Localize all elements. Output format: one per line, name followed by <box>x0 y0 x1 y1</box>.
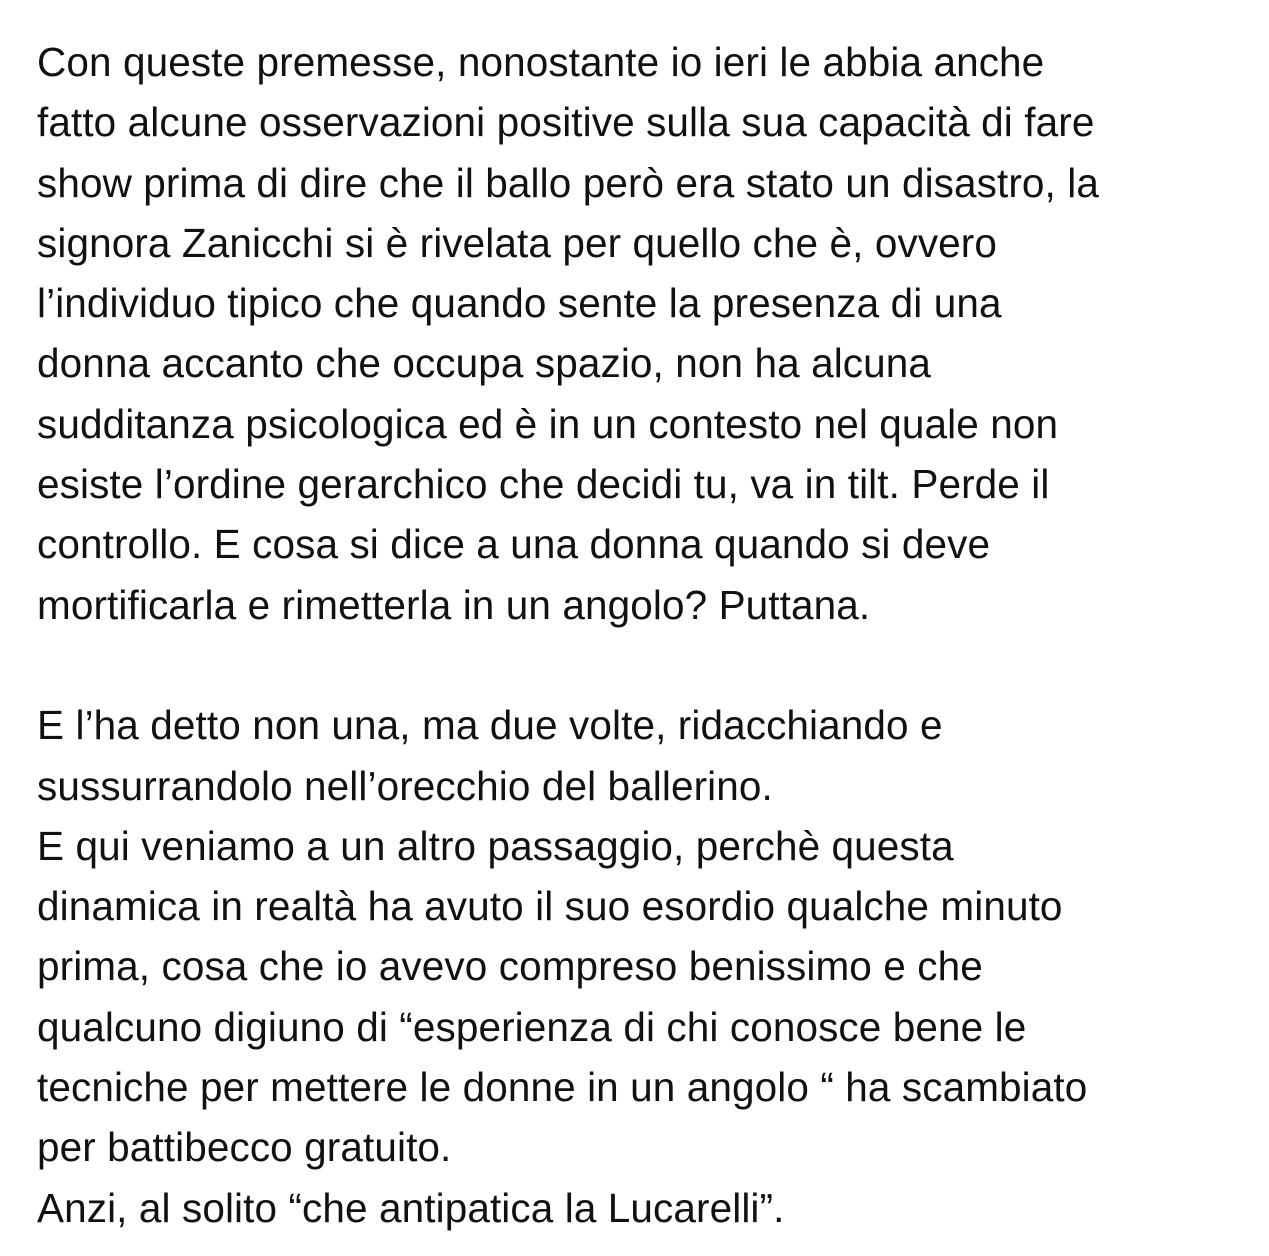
text-line: per battibecco gratuito. <box>37 1124 452 1171</box>
text-line: qualcuno digiuno di “esperienza di chi conosce bene le <box>37 1003 1027 1050</box>
text-line: Con queste premesse, nonostante io ieri le abbia anche <box>37 39 1045 85</box>
text-line: sudditanza psicologica ed è in un contesto nel quale non <box>37 400 1059 447</box>
paragraph-1 <box>37 32 1262 635</box>
text-line: fatto alcune osservazioni positive sulla sua capacità di fare <box>37 99 1095 146</box>
text-line: signora Zanicchi si è rivelata per quello che è, ovvero <box>37 219 997 266</box>
text-line: esiste l’ordine gerarchico che decidi tu, va in tilt. Perde il <box>37 461 1050 508</box>
text-line: E l’ha detto non una, ma due volte, ridacchiando e <box>37 702 943 749</box>
text-line: E qui veniamo a un altro passaggio, perchè questa <box>37 822 954 869</box>
text-line: prima, cosa che io avevo compreso benissimo e che <box>37 943 983 990</box>
text-line: controllo. E cosa si dice a una donna quando si deve <box>37 521 991 568</box>
text-line: sussurrandolo nell’orecchio del ballerino. <box>37 762 773 809</box>
text-line: Anzi, al solito “che antipatica la Lucarelli”. <box>37 1184 785 1231</box>
paragraph-spacer <box>37 635 1262 695</box>
text-line: dinamica in realtà ha avuto il suo esordio qualche minuto <box>37 883 1063 930</box>
text-line: mortificarla e rimetterla in un angolo? Puttana. <box>37 581 871 628</box>
document-text <box>37 32 1262 1238</box>
text-line: donna accanto che occupa spazio, non ha alcuna <box>37 340 932 387</box>
paragraph-2 <box>37 695 1262 1238</box>
text-line: tecniche per mettere le donne in un angolo “ ha scambiato <box>37 1064 1088 1111</box>
text-line: l’individuo tipico che quando sente la presenza di una <box>37 280 1002 327</box>
text-line: show prima di dire che il ballo però era stato un disastro, la <box>37 159 1099 206</box>
